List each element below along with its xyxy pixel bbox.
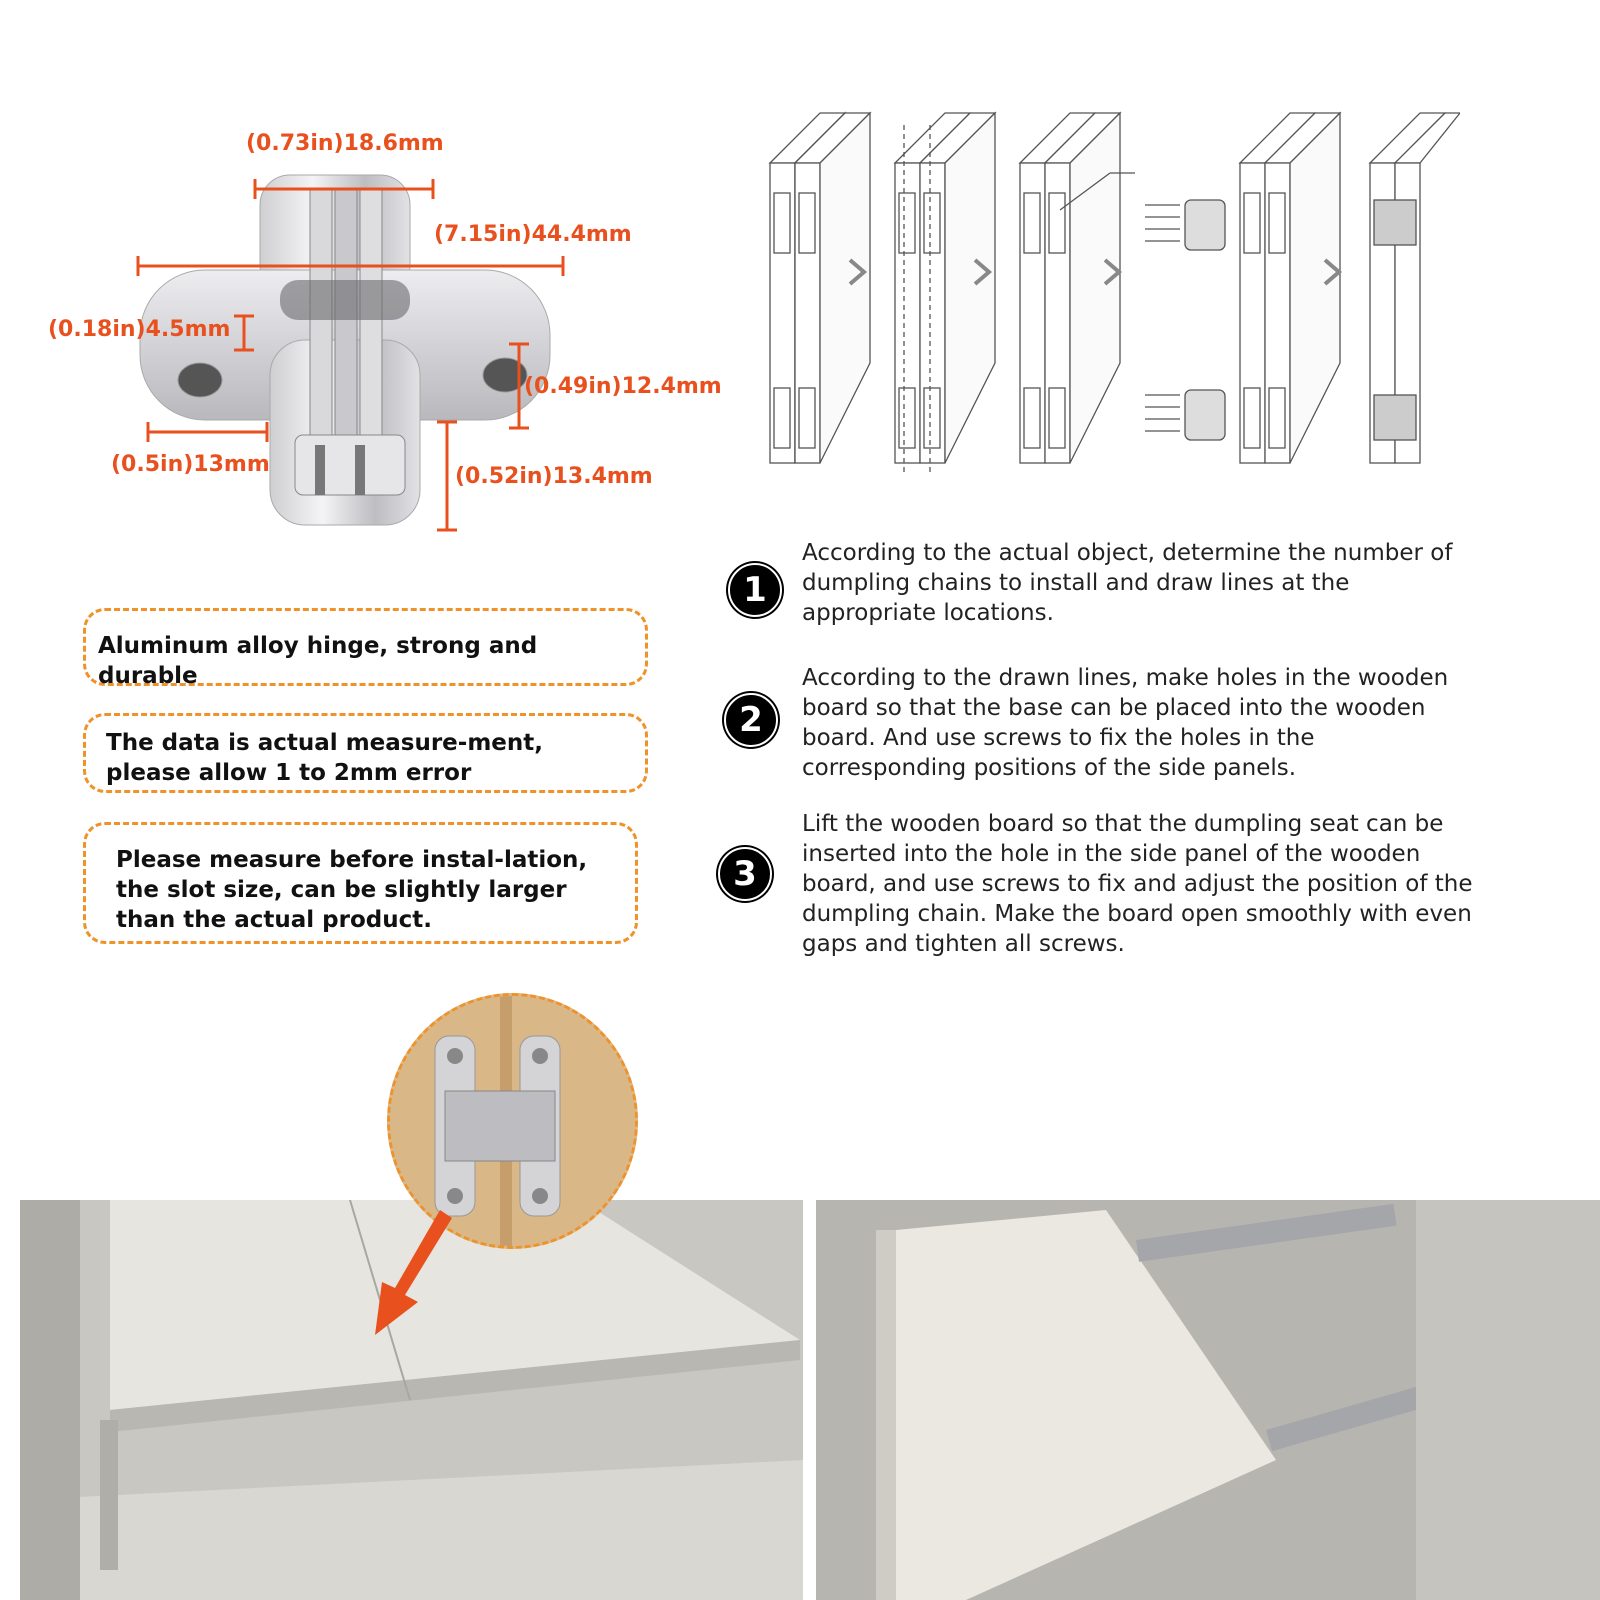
note-material-text: Aluminum alloy hinge, strong and durable [98,633,538,689]
dimension-plate-length: (0.5in)13mm [111,452,270,477]
installation-diagram [760,105,1460,475]
step-1-text: According to the actual object, determine the number of dumpling chains to install and draw lines at the appropriate locations. [802,540,1453,626]
dimension-length-total: (7.15in)44.4mm [434,222,632,247]
note-measurement [83,713,648,793]
step-2-text: According to the drawn lines, make holes in the wooden board so that the base can be placed into the wooden board. And use screws to fix the holes in the corresponding positions of the side panels. [802,665,1449,781]
dimension-thickness: (0.18in)4.5mm [48,317,231,342]
note-measurement-text: The data is actual measure-ment, please allow 1 to 2mm error [106,730,543,786]
note-install-text: Please measure before instal-lation, the slot size, can be slightly larger than the actual product. [116,847,588,933]
dimension-lines [0,0,720,540]
step-3-text: Lift the wooden board so that the dumpling seat can be inserted into the hole in the side panel of the wooden board, and use screws to fix and adjust the position of the dumpling chain. Make the board open smoothly with even gaps and tighten all screws. [802,811,1473,957]
step-2-number: 2 [724,693,778,747]
dimension-width-top: (0.73in)18.6mm [246,131,444,156]
step-1-number: 1 [728,563,782,617]
dimension-height-body: (0.49in)12.4mm [524,374,722,399]
dimension-depth: (0.52in)13.4mm [455,464,653,489]
note-material [83,608,648,689]
note-install [83,822,638,944]
callout-arrow [370,1210,460,1340]
step-3-number: 3 [718,847,772,901]
photo-pull-out-board [816,1200,1600,1600]
